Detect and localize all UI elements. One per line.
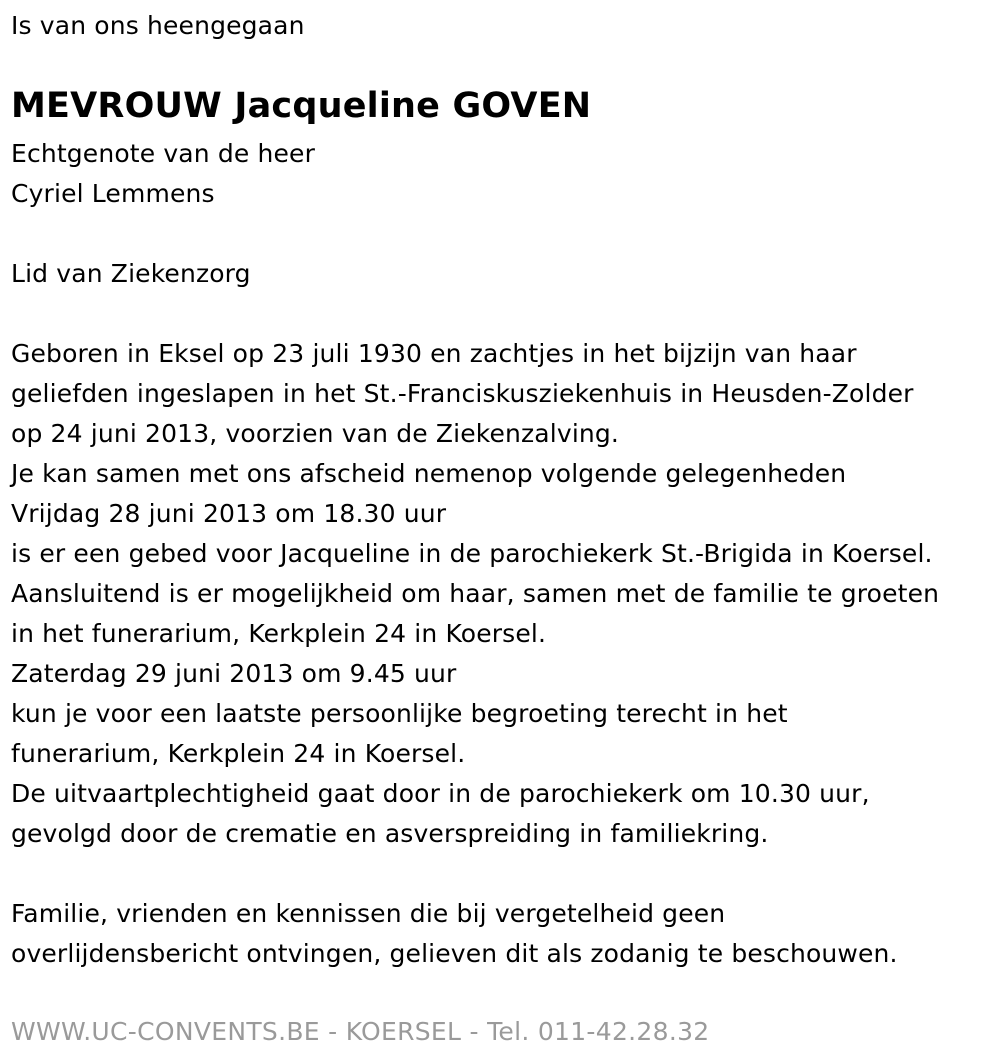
spouse-block [11,134,315,214]
details-line: is er een gebed voor Jacqueline in de parochiekerk St.-Brigida in Koersel. [11,539,933,568]
details-line: funerarium, Kerkplein 24 in Koersel. [11,739,466,768]
details-line: Zaterdag 29 juni 2013 om 9.45 uur [11,659,457,688]
details-block [11,334,939,854]
details-line: Vrijdag 28 juni 2013 om 18.30 uur [11,499,447,528]
closing-line: Familie, vrienden en kennissen die bij vergetelheid geen [11,899,726,928]
membership-text: Lid van Ziekenzorg [11,259,251,288]
details-line: De uitvaartplechtigheid gaat door in de parochiekerk om 10.30 uur, [11,779,870,808]
deceased-name: MEVROUW Jacqueline GOVEN [11,86,592,126]
details-line: Geboren in Eksel op 23 juli 1930 en zachtjes in het bijzijn van haar [11,339,857,368]
details-line: Aansluitend is er mogelijkheid om haar, samen met de familie te groeten [11,579,940,608]
membership-block [11,254,251,294]
details-line: Je kan samen met ons afscheid nemenop volgende gelegenheden [11,459,847,488]
closing-block [11,894,898,974]
details-line: in het funerarium, Kerkplein 24 in Koersel. [11,619,547,648]
details-line: kun je voor een laatste persoonlijke begroeting terecht in het [11,699,788,728]
details-line: op 24 juni 2013, voorzien van de Ziekenzalving. [11,419,620,448]
footer-contact: WWW.UC-CONVENTS.BE - KOERSEL - Tel. 011-42.28.32 [11,1017,710,1046]
details-line: gevolgd door de crematie en asverspreiding in familiekring. [11,819,769,848]
spouse-line: Cyriel Lemmens [11,179,215,208]
details-line: geliefden ingeslapen in het St.-Franciskusziekenhuis in Heusden-Zolder [11,379,914,408]
closing-line: overlijdensbericht ontvingen, gelieven dit als zodanig te beschouwen. [11,939,898,968]
spouse-line: Echtgenote van de heer [11,139,315,168]
intro-text: Is van ons heengegaan [11,11,305,40]
